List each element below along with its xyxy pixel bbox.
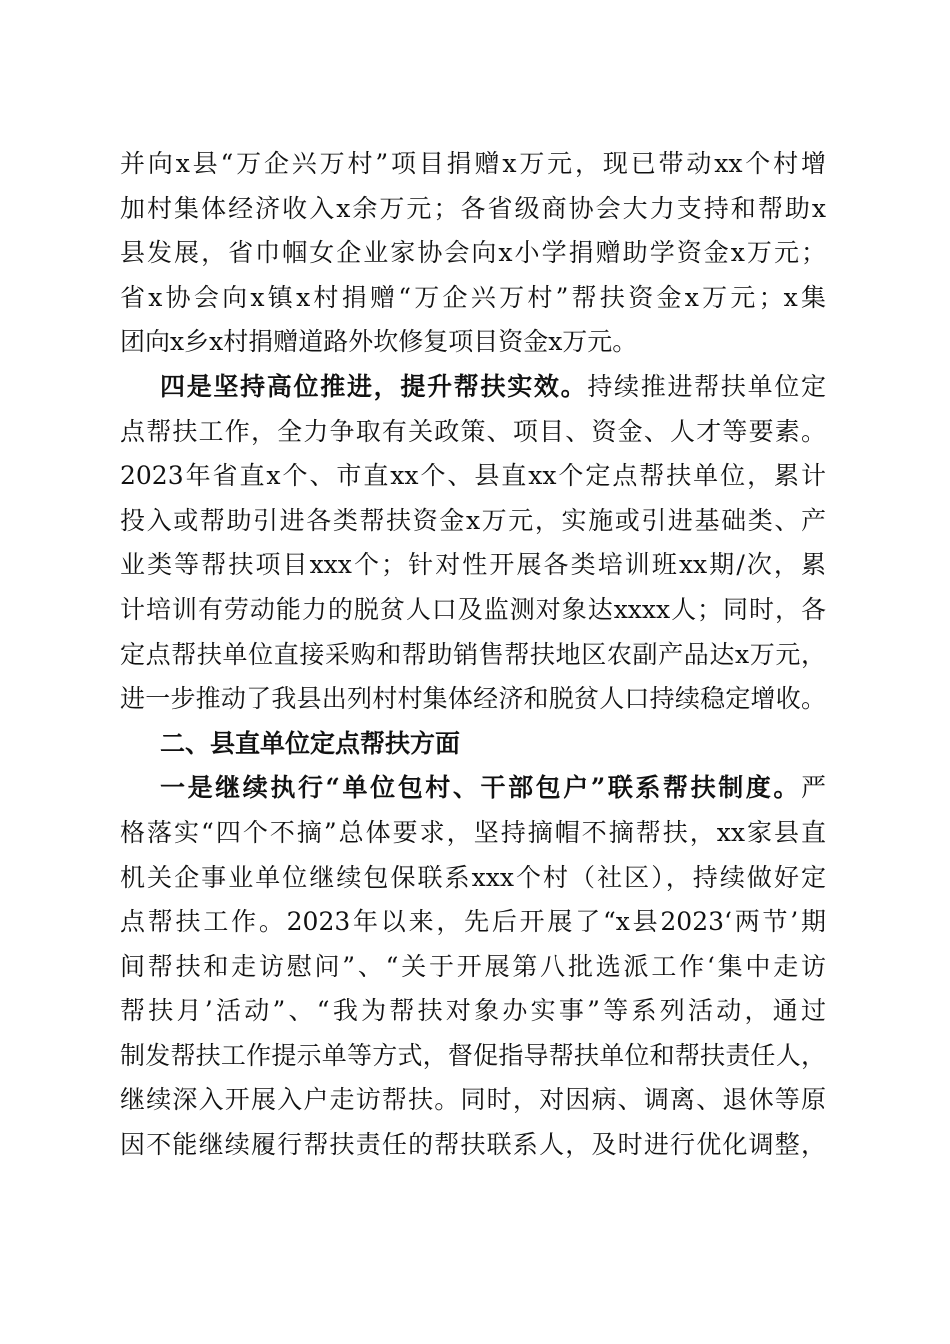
line-text: 机关企事业单位继续包保联系xxx个村（社区），持续做好定 — [120, 862, 826, 892]
line-text: 因不能继续履行帮扶责任的帮扶联系人，及时进行优化调整， — [120, 1130, 826, 1160]
text-line — [120, 1034, 826, 1079]
line-text: 团向x乡x村捐赠道路外坎修复项目资金x万元。 — [120, 327, 638, 357]
text-line — [120, 856, 826, 901]
line-text: 格落实“四个不摘”总体要求，坚持摘帽不摘帮扶，xx家县直 — [120, 817, 826, 847]
line-text: 制发帮扶工作提示单等方式，督促指导帮扶单位和帮扶责任人， — [120, 1040, 826, 1070]
text-line — [120, 677, 826, 722]
line-text: 计培训有劳动能力的脱贫人口及监测对象达xxxx人；同时，各 — [120, 594, 826, 624]
text-line — [120, 276, 826, 321]
text-line — [120, 1123, 826, 1168]
text-line — [120, 231, 826, 276]
line-text: 持续推进帮扶单位定 — [587, 371, 826, 401]
text-line — [120, 900, 826, 945]
text-line — [120, 989, 826, 1034]
text-line — [120, 811, 826, 856]
line-text: 帮扶月’活动”、“我为帮扶对象办实事”等系列活动，通过 — [120, 996, 826, 1026]
line-text: 点帮扶工作。2023年以来，先后开展了“x县2023‘两节’期 — [120, 907, 826, 937]
line-text: 继续深入开展入户走访帮扶。同时，对因病、调离、退休等原 — [120, 1085, 826, 1115]
document-page — [120, 142, 826, 1168]
line-text: 省x协会向x镇x村捐赠“万企兴万村”帮扶资金x万元；x集 — [120, 282, 826, 312]
text-line — [120, 945, 826, 990]
text-line — [120, 543, 826, 588]
text-line — [120, 320, 826, 365]
text-line — [120, 410, 826, 455]
text-line — [120, 187, 826, 232]
text-line — [120, 588, 826, 633]
paragraph-lead: 一是继续执行“单位包村、干部包户”联系帮扶制度。 — [160, 773, 801, 803]
line-text: 加村集体经济收入x余万元；各省级商协会大力支持和帮助x — [120, 193, 826, 223]
line-text: 并向x县“万企兴万村”项目捐赠x万元，现已带动xx个村增 — [120, 149, 826, 178]
line-text: 业类等帮扶项目xxx个；针对性开展各类培训班xx期/次，累 — [120, 550, 826, 580]
line-text: 2023年省直x个、市直xx个、县直xx个定点帮扶单位，累计 — [120, 461, 826, 491]
section-heading — [120, 722, 826, 767]
line-text: 投入或帮助引进各类帮扶资金x万元，实施或引进基础类、产 — [120, 505, 826, 535]
paragraph-lead: 四是坚持高位推进，提升帮扶实效。 — [160, 371, 588, 401]
text-line — [120, 142, 826, 187]
text-line — [120, 1078, 826, 1123]
text-line — [120, 454, 826, 499]
line-text: 县发展，省巾帼女企业家协会向x小学捐赠助学资金x万元； — [120, 238, 826, 268]
text-line — [120, 499, 826, 544]
line-text: 间帮扶和走访慰问”、“关于开展第八批选派工作‘集中走访 — [120, 951, 826, 981]
heading-text: 二、县直单位定点帮扶方面 — [160, 728, 461, 758]
text-line — [120, 365, 826, 410]
line-text: 点帮扶工作，全力争取有关政策、项目、资金、人才等要素。 — [120, 416, 826, 446]
line-text: 严 — [800, 773, 826, 803]
text-line — [120, 766, 826, 811]
line-text: 定点帮扶单位直接采购和帮助销售帮扶地区农副产品达x万元， — [120, 639, 826, 669]
line-text: 进一步推动了我县出列村村集体经济和脱贫人口持续稳定增收。 — [120, 684, 826, 714]
text-line — [120, 633, 826, 678]
